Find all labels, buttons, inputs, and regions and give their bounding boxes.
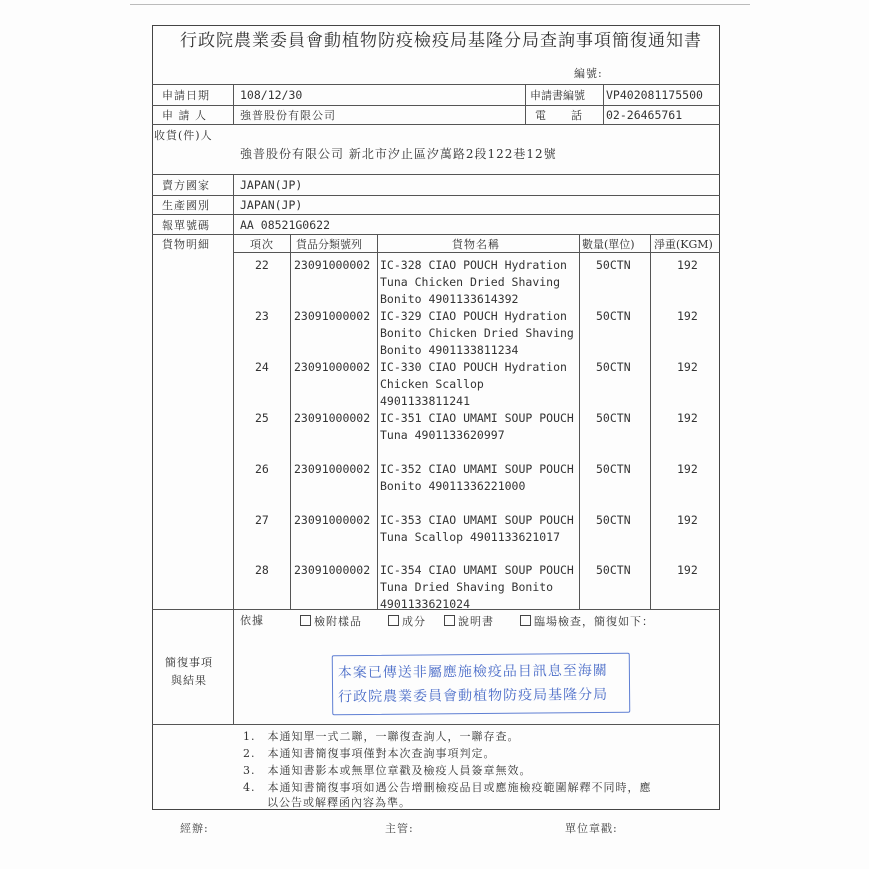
item-quantity: 50CTN [596, 563, 631, 577]
note-1: 1. 本通知單一式二聯，一聯復查詢人，一聯存查。 [243, 730, 520, 743]
item-quantity: 50CTN [596, 462, 631, 476]
basis-option-inspection: 臨場檢查，簡復如下： [520, 615, 654, 627]
note-3: 3. 本通知書影本或無單位章戳及檢疫人員簽章無效。 [243, 764, 532, 777]
footer-supervisor: 主管: [385, 822, 414, 835]
col-code-header: 貨品分類號列 [296, 238, 362, 251]
item-number: 22 [255, 258, 269, 272]
item-net-weight: 192 [677, 360, 698, 374]
item-net-weight: 192 [677, 462, 698, 476]
consignee-value: 強普股份有限公司 新北市汐止區汐萬路2段122巷12號 [240, 147, 557, 161]
checkbox-manual [444, 615, 455, 626]
item-name: IC-354 CIAO UMAMI SOUP POUCH Tuna Dried Shaving Bonito 4901133621024 [380, 563, 574, 611]
col-weight-header: 淨重(KGM) [654, 238, 713, 251]
item-number: 23 [255, 309, 269, 323]
item-number: 26 [255, 462, 269, 476]
item-tariff-code: 23091000002 [294, 360, 371, 374]
item-net-weight: 192 [677, 563, 698, 577]
col-name-header: 貨物名稱 [452, 238, 500, 251]
col-no-header: 項次 [250, 238, 274, 251]
note-2: 2. 本通知書簡復事項僅對本次查詢事項判定。 [243, 747, 496, 760]
doc-no-value: VP402081175500 [606, 88, 703, 102]
item-net-weight: 192 [677, 309, 698, 323]
applicant-label: 申 請 人 [162, 109, 207, 122]
item-quantity: 50CTN [596, 513, 631, 527]
basis-option-samples: 檢附樣品 [300, 615, 362, 627]
phone-label: 電 話 [535, 109, 583, 122]
checkbox-samples [300, 615, 311, 626]
origin-label: 生產國別 [162, 199, 210, 212]
seller-label: 賣方國家 [162, 179, 210, 192]
item-tariff-code: 23091000002 [294, 258, 371, 272]
note-5: 以公告或解釋函內容為準。 [243, 796, 411, 809]
item-net-weight: 192 [677, 411, 698, 425]
serial-label: 編號: [574, 67, 603, 80]
item-number: 27 [255, 513, 269, 527]
item-name: IC-330 CIAO POUCH Hydration Chicken Scallop 4901133811241 [380, 360, 567, 408]
item-name: IC-351 CIAO UMAMI SOUP POUCH Tuna 4901133620997 [380, 411, 574, 442]
phone-value: 02-26465761 [606, 108, 683, 122]
item-name: IC-329 CIAO POUCH Hydration Bonito Chicken Dried Shaving Bonito 4901133811234 [380, 309, 574, 357]
item-tariff-code: 23091000002 [294, 462, 371, 476]
item-number: 24 [255, 360, 269, 374]
footer-handler: 經辦: [180, 822, 209, 835]
note-4: 4. 本通知書簡復事項如遇公告增刪檢疫品目或應施檢疫範圍解釋不同時，應 [243, 781, 652, 794]
basis-label: 依據 [240, 614, 264, 627]
item-quantity: 50CTN [596, 411, 631, 425]
stamp-line-1: 本案已傳送非屬應施檢疫品目訊息至海關 [337, 662, 608, 682]
details-label: 貨物明細 [162, 238, 210, 251]
col-qty-header: 數量(單位) [582, 238, 635, 251]
item-number: 25 [255, 411, 269, 425]
item-number: 28 [255, 563, 269, 577]
official-stamp [332, 653, 631, 716]
doc-no-label: 申請書編號 [530, 89, 585, 102]
applicant-value: 強普股份有限公司 [240, 109, 336, 122]
item-name: IC-353 CIAO UMAMI SOUP POUCH Tuna Scallop 4901133621017 [380, 513, 574, 544]
item-quantity: 50CTN [596, 360, 631, 374]
item-quantity: 50CTN [596, 258, 631, 272]
item-name: IC-328 CIAO POUCH Hydration Tuna Chicken Dried Shaving Bonito 4901133614392 [380, 258, 567, 306]
declaration-value: AA 08521G0622 [240, 218, 331, 232]
item-quantity: 50CTN [596, 309, 631, 323]
item-tariff-code: 23091000002 [294, 513, 371, 527]
item-tariff-code: 23091000002 [294, 563, 371, 577]
declaration-label: 報單號碼 [162, 219, 210, 232]
result-label-line2: 與結果 [171, 674, 207, 687]
document-title: 行政院農業委員會動植物防疫檢疫局基隆分局查詢事項簡復通知書 [180, 31, 702, 51]
item-tariff-code: 23091000002 [294, 309, 371, 323]
scan-edge [130, 4, 750, 5]
result-label-line1: 簡復事項 [165, 656, 213, 669]
date-value: 108/12/30 [240, 88, 303, 102]
basis-option-manual: 說明書 [444, 615, 494, 627]
checkbox-inspection [520, 615, 531, 626]
item-net-weight: 192 [677, 258, 698, 272]
item-tariff-code: 23091000002 [294, 411, 371, 425]
stamp-line-2: 行政院農業委員會動植物防疫局基隆分局 [338, 686, 609, 706]
seller-value: JAPAN(JP) [240, 178, 303, 192]
basis-option-ingredients: 成分 [388, 615, 426, 627]
item-name: IC-352 CIAO UMAMI SOUP POUCH Bonito 49011336221000 [380, 462, 574, 493]
origin-value: JAPAN(JP) [240, 198, 303, 212]
footer-unit-seal: 單位章戳: [565, 822, 618, 835]
consignee-label: 收貨(件)人 [154, 129, 213, 142]
date-label: 申請日期 [162, 89, 210, 102]
item-net-weight: 192 [677, 513, 698, 527]
checkbox-ingredients [388, 615, 399, 626]
